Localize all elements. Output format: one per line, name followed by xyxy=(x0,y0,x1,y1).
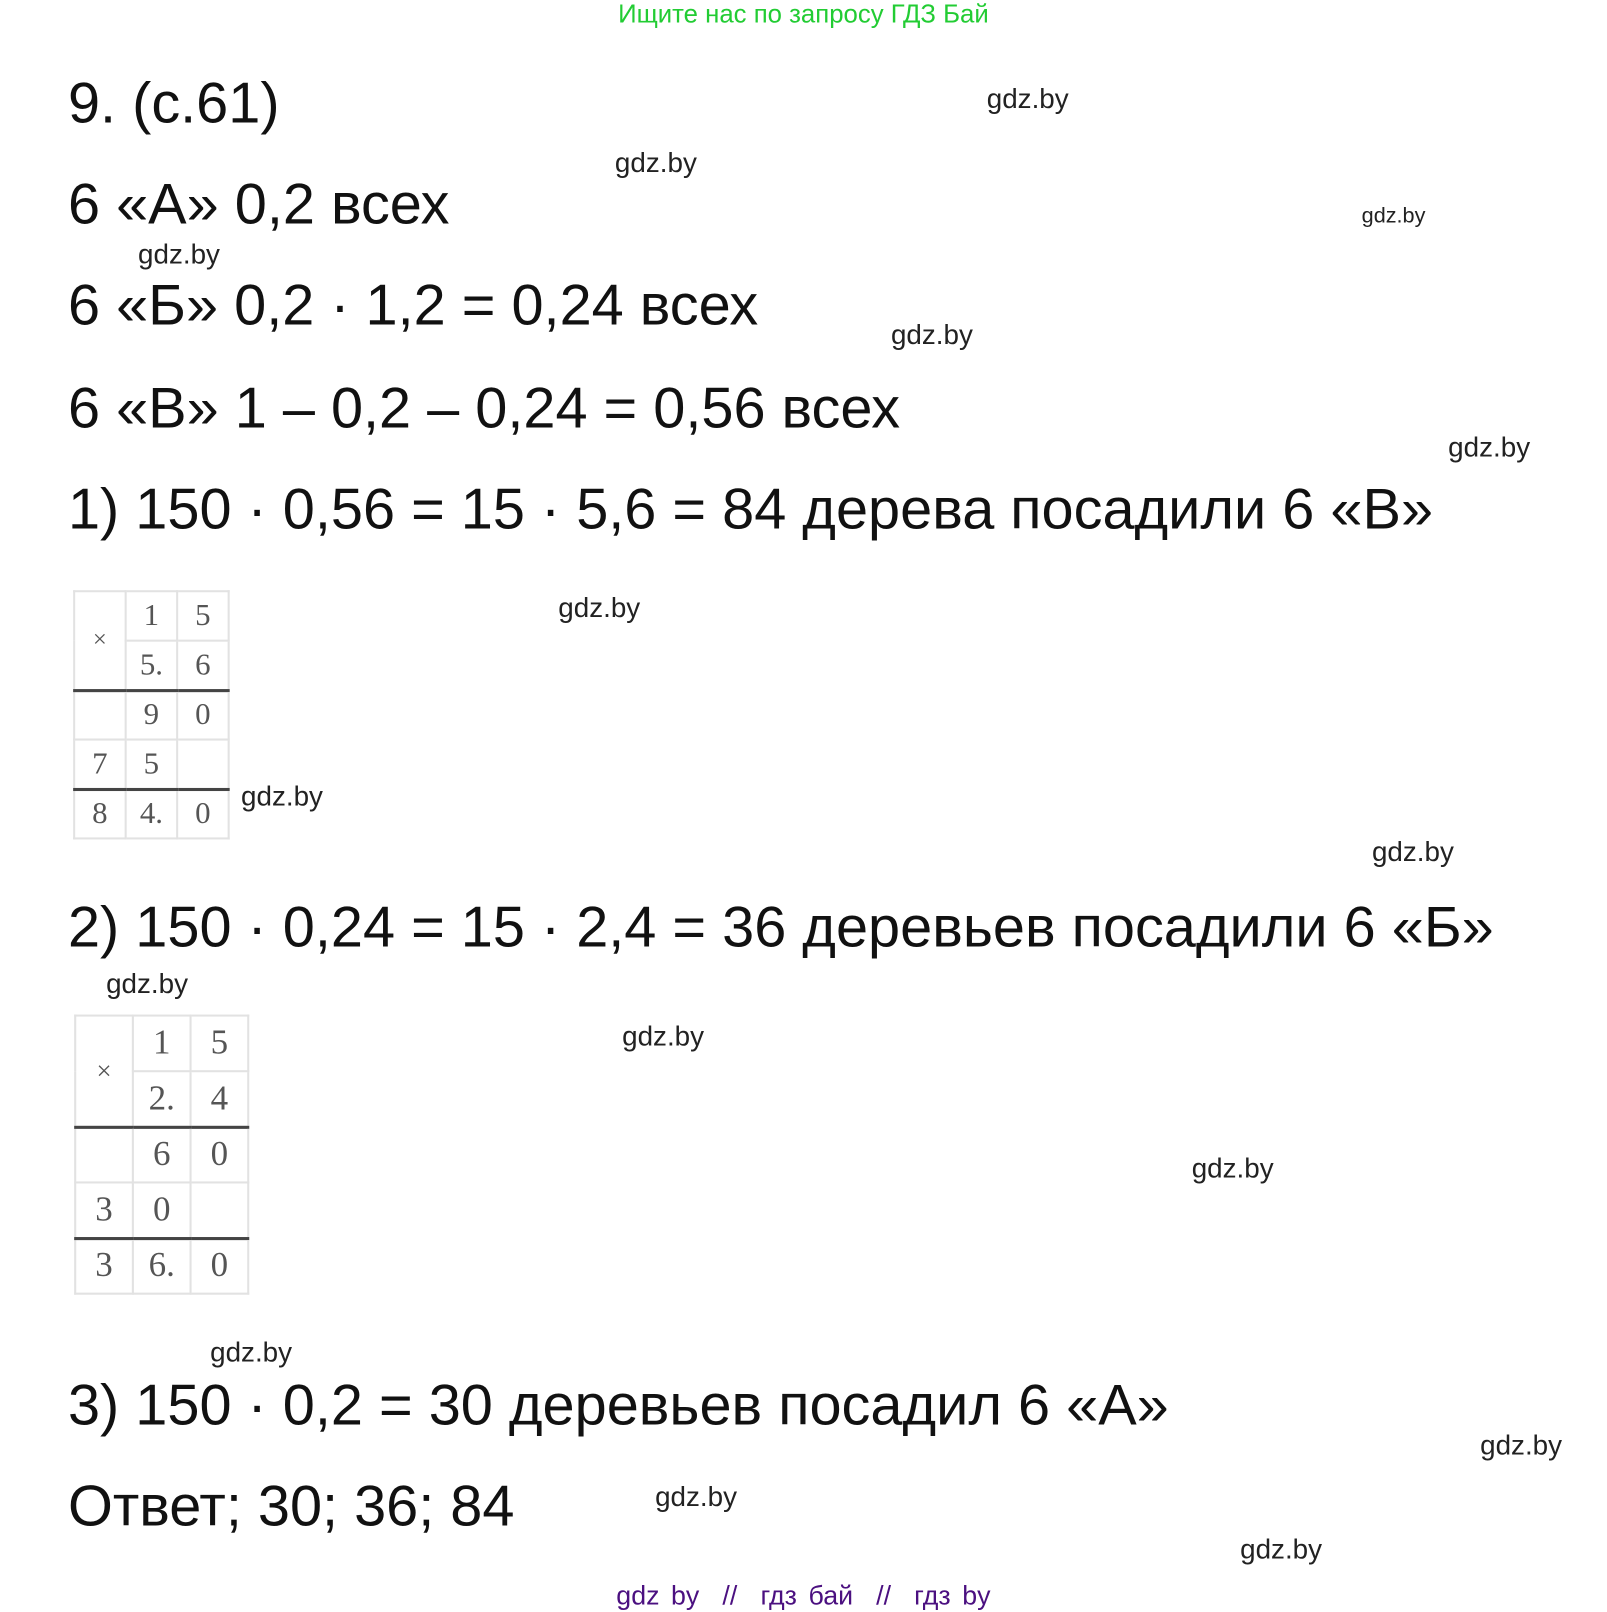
class-b-line: 6 «Б» 0,2 · 1,2 = 0,24 всех xyxy=(67,271,759,337)
watermark: gdz.by xyxy=(1361,203,1426,228)
cell xyxy=(191,1182,249,1238)
search-hint-banner: Ищите нас по запросу ГДЗ Бай xyxy=(618,0,989,29)
class-a-line: 6 «А» 0,2 всех xyxy=(67,170,450,236)
watermark: gdz.by xyxy=(210,1336,293,1368)
cell: 0 xyxy=(191,1238,249,1294)
watermark: gdz.by xyxy=(1191,1152,1274,1184)
exercise-title: 9. (с.61) xyxy=(67,70,280,135)
multiply-sign: × xyxy=(75,1016,133,1127)
class-v-line: 6 «В» 1 – 0,2 – 0,24 = 0,56 всех xyxy=(67,374,901,440)
cell: 6. xyxy=(133,1238,191,1294)
watermark: gdz.by xyxy=(986,83,1069,115)
cell xyxy=(177,740,229,789)
cell: 0 xyxy=(191,1127,249,1183)
watermark: gdz.by xyxy=(241,780,323,812)
step-2-line: 2) 150 · 0,24 = 15 · 2,4 = 36 деревьев посадили 6 «Б» xyxy=(67,894,1494,959)
cell: 4 xyxy=(191,1071,249,1127)
cell: 7 xyxy=(74,740,126,789)
cell: 5 xyxy=(191,1016,249,1072)
cell xyxy=(74,690,126,739)
cell: 4. xyxy=(126,789,177,838)
footer-links: gdz by // гдз бай // гдз by xyxy=(616,1580,991,1611)
cell: 6 xyxy=(177,641,229,690)
watermark: gdz.by xyxy=(655,1481,738,1513)
watermark: gdz.by xyxy=(138,238,220,270)
multiplication-table-1 xyxy=(73,590,230,839)
watermark: gdz.by xyxy=(622,1020,705,1052)
cell: 0 xyxy=(177,690,229,739)
cell: 0 xyxy=(133,1182,191,1238)
cell: 6 xyxy=(133,1127,191,1183)
multiplication-table-2 xyxy=(74,1015,249,1295)
cell: 5 xyxy=(177,591,229,640)
watermark: gdz.by xyxy=(1448,431,1531,463)
answer-line: Ответ; 30; 36; 84 xyxy=(67,1472,515,1538)
watermark: gdz.by xyxy=(1240,1533,1323,1565)
watermark: gdz.by xyxy=(106,968,189,1000)
watermark: gdz.by xyxy=(1371,836,1454,868)
step-3-line: 3) 150 · 0,2 = 30 деревьев посадил 6 «А» xyxy=(67,1371,1169,1437)
cell: 8 xyxy=(74,789,126,838)
cell: 1 xyxy=(133,1016,191,1072)
watermark: gdz.by xyxy=(558,592,641,624)
cell: 2. xyxy=(133,1071,191,1127)
cell: 0 xyxy=(177,789,229,838)
step-1-line: 1) 150 · 0,56 = 15 · 5,6 = 84 дерева посадили 6 «В» xyxy=(67,475,1434,541)
cell: 3 xyxy=(75,1182,133,1238)
cell: 1 xyxy=(126,591,177,640)
multiply-sign: × xyxy=(74,591,126,690)
cell: 3 xyxy=(75,1238,133,1294)
watermark: gdz.by xyxy=(890,319,973,351)
cell: 5 xyxy=(126,740,177,789)
cell xyxy=(75,1127,133,1183)
cell: 9 xyxy=(126,690,177,739)
watermark: gdz.by xyxy=(1480,1429,1563,1461)
watermark: gdz.by xyxy=(614,147,697,179)
cell: 5. xyxy=(126,641,177,690)
